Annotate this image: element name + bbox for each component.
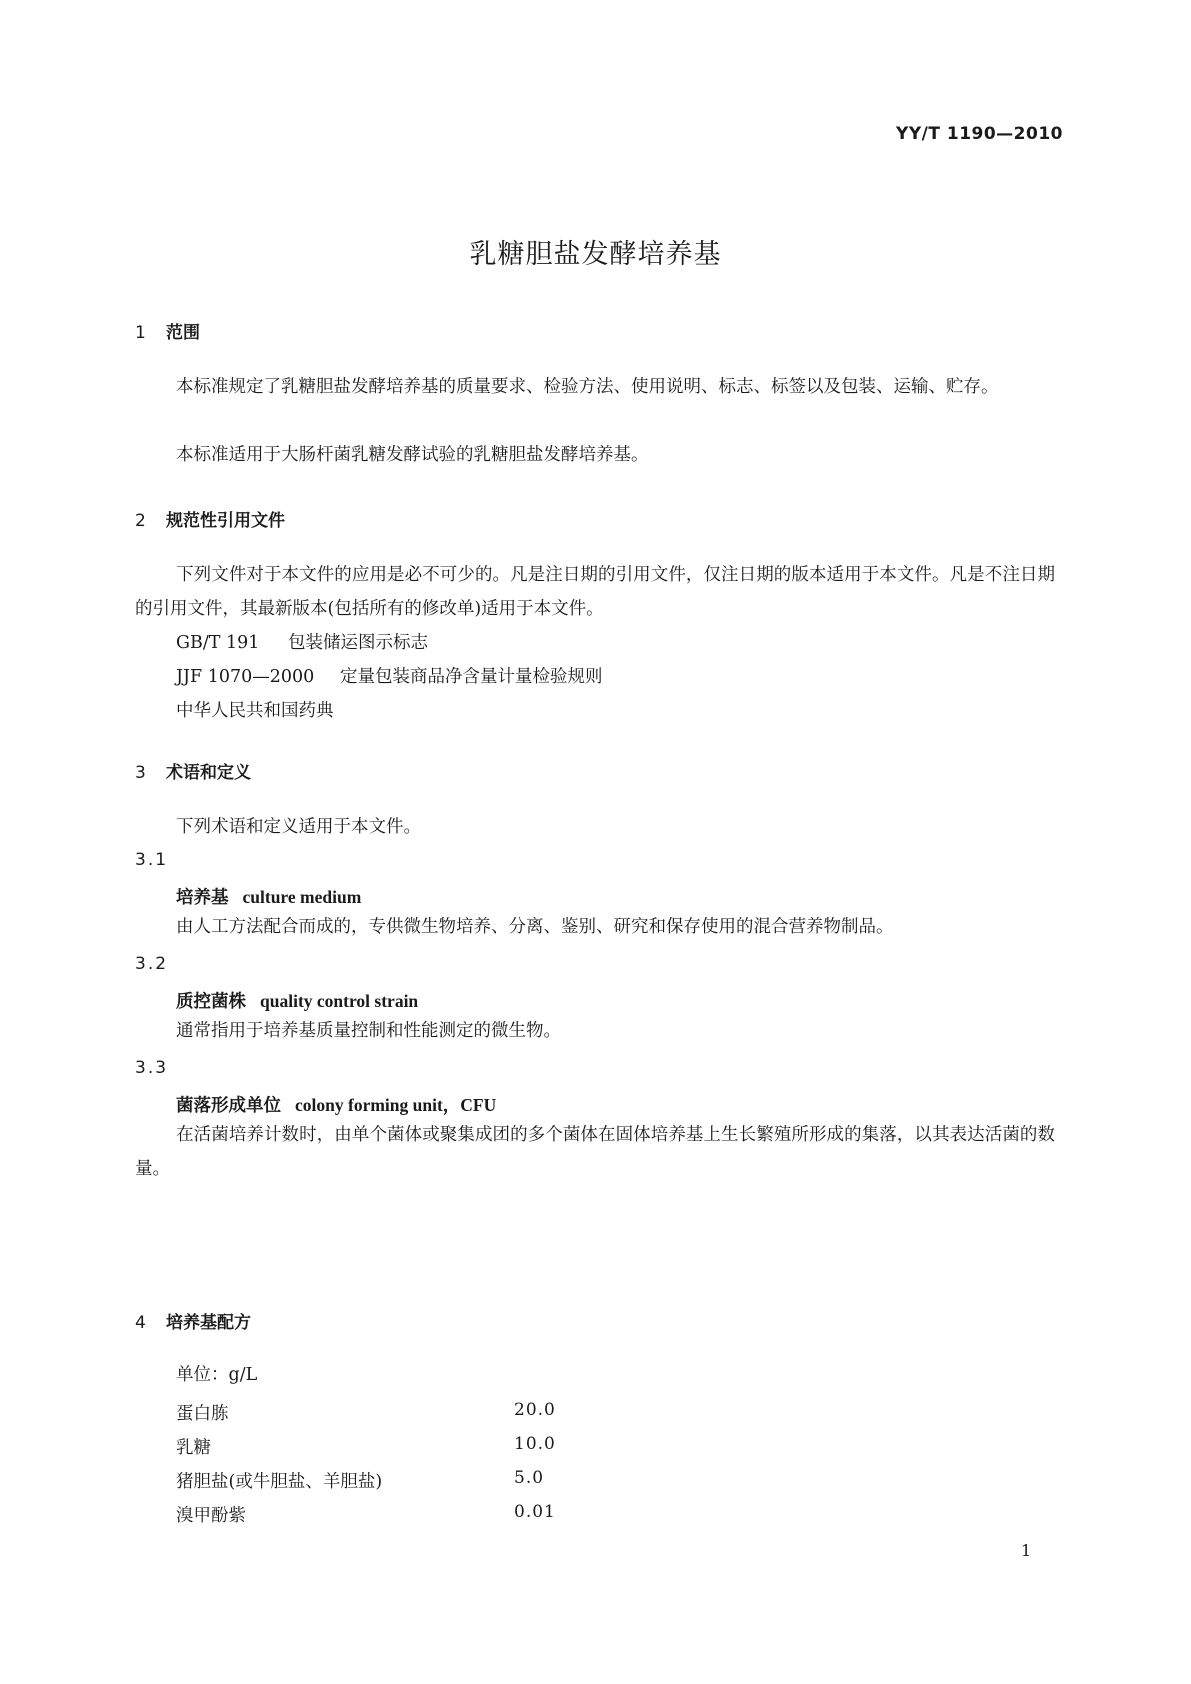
term-zh: 培养基: [176, 888, 229, 908]
section-1-paragraph-1: [135, 370, 1055, 404]
paragraph-text: 本标准规定了乳糖胆盐发酵培养基的质量要求、检验方法、使用说明、标志、标签以及包装、运输、贮存。: [176, 377, 999, 397]
section-number: 1: [135, 323, 146, 343]
section-number: 2: [135, 511, 146, 531]
page-number: 1: [1021, 1541, 1032, 1560]
recipe-ingredient: 乳糖: [176, 1438, 211, 1458]
term-definition: 由人工方法配合而成的，专供微生物培养、分离、鉴别、研究和保存使用的混合营养物制品。: [176, 917, 894, 937]
recipe-ingredient: 溴甲酚紫: [176, 1506, 246, 1526]
paragraph-text: 下列文件对于本文件的应用是必不可少的。凡是注日期的引用文件，仅注日期的版本适用于本文件。凡是不注日期的引用文件，其最新版本(包括所有的修改单)适用于本文件。: [135, 565, 1055, 619]
reference-title: 定量包装商品净含量计量检验规则: [340, 667, 603, 687]
paragraph-text: 本标准适用于大肠杆菌乳糖发酵试验的乳糖胆盐发酵培养基。: [176, 445, 649, 465]
section-number: 4: [135, 1313, 146, 1333]
section-1-heading: [135, 318, 200, 343]
section-3-intro: 下列术语和定义适用于本文件。: [176, 817, 421, 837]
section-title: 术语和定义: [166, 763, 251, 783]
section-number: 3: [135, 763, 146, 783]
term-en: culture medium: [242, 887, 362, 907]
recipe-ingredient: 猪胆盐(或牛胆盐、羊胆盐): [176, 1472, 383, 1492]
term-en: quality control strain: [260, 991, 419, 1011]
recipe-ingredient: 蛋白胨: [176, 1404, 229, 1424]
reference-item: [176, 694, 334, 728]
term-definition: [135, 1118, 1055, 1186]
section-title: 培养基配方: [166, 1313, 251, 1333]
reference-code: JJF 1070—2000: [176, 667, 315, 687]
term-zh: 菌落形成单位: [176, 1096, 281, 1116]
term-number: 3.3: [135, 1058, 169, 1078]
section-2-heading: [135, 506, 285, 531]
term-zh: 质控菌株: [176, 992, 246, 1012]
recipe-amount: 10.0: [514, 1434, 556, 1454]
section-2-paragraph: [135, 558, 1055, 626]
recipe-unit: 单位：g/L: [176, 1365, 258, 1385]
term-name: [176, 1092, 496, 1117]
term-name: [176, 884, 361, 909]
term-name: [176, 988, 418, 1013]
recipe-amount: 5.0: [514, 1468, 545, 1488]
recipe-amount: 20.0: [514, 1400, 556, 1420]
recipe-amount: 0.01: [514, 1502, 556, 1522]
section-1-paragraph-2: [135, 438, 1055, 472]
section-title: 规范性引用文件: [166, 511, 285, 531]
document-title: 乳糖胆盐发酵培养基: [469, 239, 722, 270]
term-en: colony forming unit，CFU: [295, 1095, 497, 1115]
paragraph-text: 在活菌培养计数时，由单个菌体或聚集成团的多个菌体在固体培养基上生长繁殖所形成的集落，以其表达活菌的数量。: [135, 1125, 1055, 1179]
reference-title: 包装储运图示标志: [288, 633, 428, 653]
reference-title: 中华人民共和国药典: [176, 701, 334, 721]
section-title: 范围: [166, 323, 200, 343]
reference-code: GB/T 191: [176, 633, 260, 653]
reference-item: [176, 626, 428, 660]
term-definition: 通常指用于培养基质量控制和性能测定的微生物。: [176, 1021, 561, 1041]
term-number: 3.2: [135, 954, 169, 974]
reference-item: [176, 660, 603, 694]
term-number: 3.1: [135, 850, 169, 870]
section-4-heading: [135, 1308, 251, 1333]
section-3-heading: [135, 758, 251, 783]
standard-code: YY/T 1190—2010: [896, 124, 1063, 144]
